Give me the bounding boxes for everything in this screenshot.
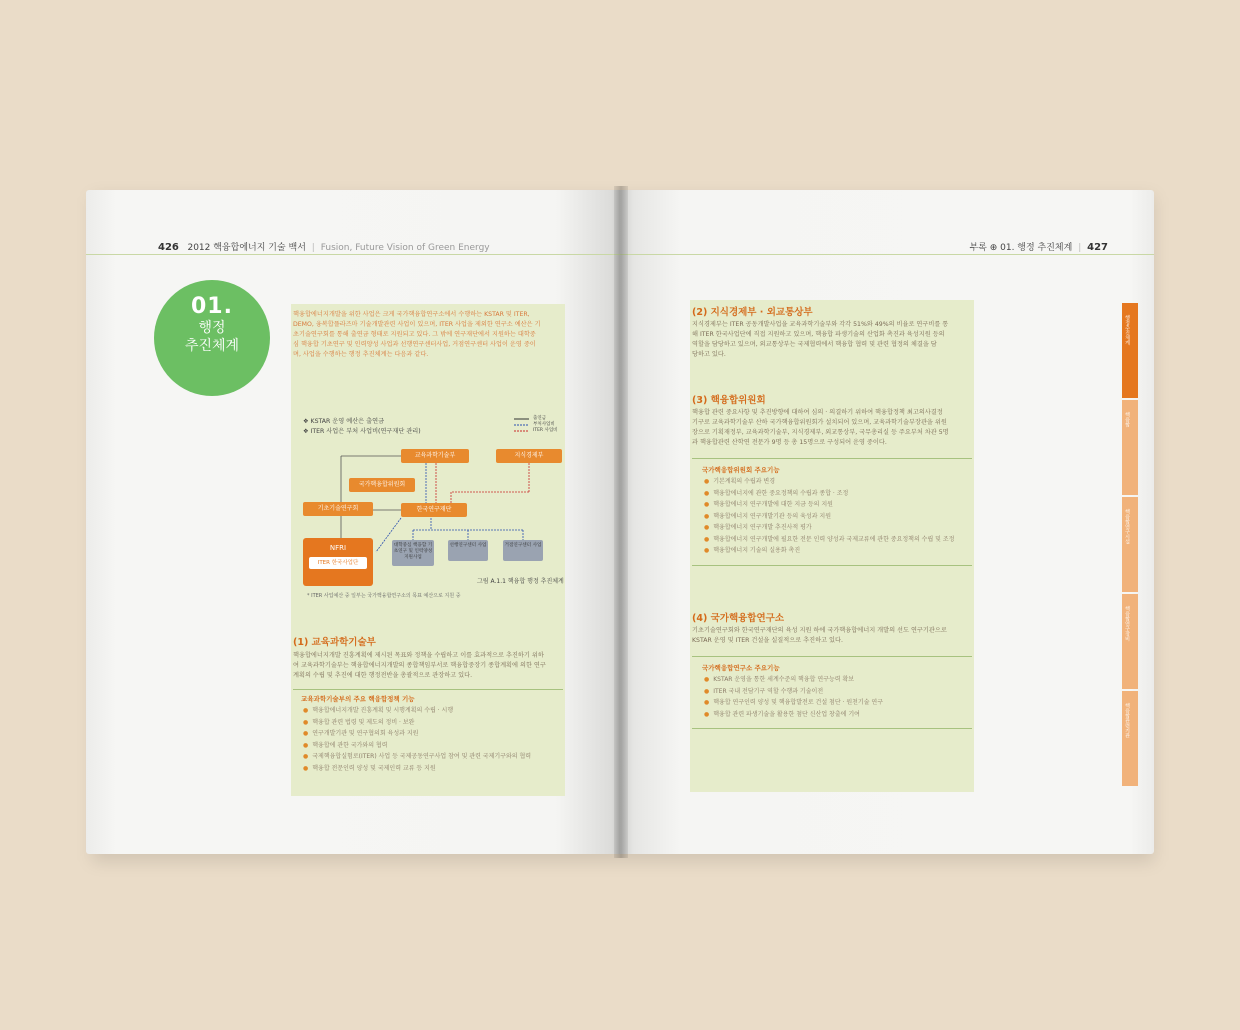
right-content-panel: [690, 300, 974, 792]
chapter-badge: [154, 280, 270, 396]
list-item: ● 핵융합에너지개발 진흥계획 및 시행계획의 수립 · 시행: [303, 707, 454, 714]
header-rule: [86, 254, 620, 255]
list-item: ● KSTAR 운영을 통한 세계수준의 핵융합 연구능력 확보: [704, 676, 855, 683]
box-mke: 지식경제부: [496, 449, 562, 463]
section4-title: (4) 국가핵융합연구소: [692, 613, 785, 624]
section3-function-list: [704, 476, 972, 557]
left-page: [86, 190, 620, 854]
box-mest: 교육과학기술부: [401, 449, 469, 463]
open-book: [86, 186, 1154, 858]
right-page: [620, 190, 1154, 854]
list-item: ● 핵융합에너지 연구개발에 대한 지금 등의 지원: [704, 501, 833, 508]
section1-function-list: [303, 705, 563, 774]
list-item: ● 핵융합에너지에 관한 중요정책의 수립과 종합 · 조정: [704, 489, 849, 497]
list-item: ● 국제핵융합실험로(ITER) 사업 등 국제공동연구사업 참여 및 관련 국제기구와의 협력: [303, 753, 532, 760]
running-head-text: 부록 ⊕ 01. 행정 추진체계: [969, 243, 1073, 253]
section4-box-title: 국가핵융합연구소 주요기능: [702, 664, 780, 672]
box-iter-korea: ITER 한국사업단: [309, 557, 367, 569]
section-nfri: (4) 국가핵융합연구소 기초기술연구회와 한국연구재단의 육성 지원 하에 국가핵융합에너지 개발의 선도 연구기관으로 KSTAR 운영 및 ITER 건설을 실질적으로 추진하고 있다. 국가핵융합연구소 주요기능 ● KSTAR 운영을 통한 세계수준의 핵융합 연구능력 확보 ● ITER 국내 전담기구 역할 수행과 기술이전 ● 핵융합 연구인력 양성 및 핵융합발전로 건설 첨단 · 원천기술 연구 ● 핵융합 관련 파생기술을 활용한 첨단 신산업 창출에 기여: [692, 610, 972, 729]
box-krcf: 기초기술연구회: [303, 502, 373, 516]
section4-function-list: [704, 674, 972, 720]
list-item: ● 핵융합 관련 파생기술을 활용한 첨단 신산업 창출에 기여: [704, 710, 860, 718]
side-tab-1[interactable]: 행정추진체계: [1122, 303, 1138, 398]
section3-title: (3) 핵융합위원회: [692, 395, 766, 406]
list-item: ● 핵융합에너지 연구개발 추진사적 평가: [704, 524, 812, 531]
list-item: ● 핵융합 연구인력 양성 및 핵융합발전로 건설 첨단 · 원천기술 연구: [704, 699, 884, 706]
list-item: ● 기본계획의 수립과 변경: [704, 478, 776, 485]
chapter-title-line2: 추진체계: [184, 338, 240, 354]
box-nfc: 국가핵융합위원회: [349, 478, 415, 492]
list-item: ● 핵융합에너지 기술의 실용화 촉진: [704, 547, 801, 554]
side-tab-5[interactable]: 핵융합관련기관: [1122, 691, 1138, 786]
box-advanced-center: 선행연구센터 사업: [448, 540, 488, 561]
box-nfri: NFRI ITER 한국사업단: [303, 538, 373, 586]
right-running-head: 부록 ⊕ 01. 행정 추진체계 | 427: [969, 242, 1108, 253]
org-diagram: [291, 412, 565, 607]
list-item: ● 연구개발기관 및 연구협의회 육성과 지원: [303, 730, 419, 737]
side-tab-2[interactable]: 핵융합: [1122, 400, 1138, 495]
legend-grant: 출연금: [533, 416, 547, 421]
section-mke: (2) 지식경제부 · 외교통상부 지식경제부는 ITER 공동개발사업을 교육과학기술부와 각각 51%와 49%의 비율로 연구비를 통 해 ITER 한국사업단에 직접 지원하고 있으며, 핵융합 파생기술의 산업화 촉진과 육성지원 등의 역할을 담당하고 있으며, 외교통상부는 국제협력에서 핵융합 협력 및 관련 협정의 체결을 담 당하고 있다.: [692, 304, 972, 360]
section-committee: (3) 핵융합위원회 핵융합 관련 중요사항 및 추진방향에 대하여 심의 · 의결하기 위하여 핵융합정책 최고의사결정 기구로 교육과학기술부 산하 국가핵융합위원회가 설치되어 있으며, 교육과학기술부장관을 위원 장으로 기획재정부, 교육과학기술부, 지식경제부, 외교통상부, 국무총리실 등 주요부처 차관 5명 과 핵융합관련 산학연 전문가 9명 등 총 15명으로 구성되어 운영 중이다. 국가핵융합위원회 주요기능 ● 기본계획의 수립과 변경 ● 핵융합에너지에 관한 중요정책의 수립과 종합 · 조정 ● 핵융합에너지 연구개발에 대한 지금 등의 지원 ● 핵융합에너지 연구개발기관 등의 육성과 지원 ● 핵융합에너지 연구개발 추진사적 평가 ● 핵융합에너지 연구개발에 필요한 전문 인력 양성과 국제교류에 관한 중요정책의 수립 및 조정 ● 핵융합에너지 기술의 실용화 촉진: [692, 392, 972, 566]
figure-footnote: * ITER 사업예산 중 일부는 국가핵융합연구소의 목표 예산으로 지원 중: [307, 593, 461, 599]
list-item: ● ITER 국내 전담기구 역할 수행과 기술이전: [704, 687, 824, 695]
figure-caption: 그림 A.1.1 핵융합 행정 추진체계: [477, 578, 564, 585]
side-index-tabs: [1122, 303, 1138, 788]
list-item: ● 핵융합에너지 연구개발기관 등의 육성과 지원: [704, 512, 832, 520]
left-content-panel: [291, 304, 565, 796]
header-rule: [620, 254, 1154, 255]
left-page-number: 426: [158, 242, 179, 253]
book-spine: [614, 186, 628, 858]
diagram-note-2: ❖ ITER 사업은 부처 사업비(연구재단 관리): [303, 428, 421, 435]
section1-box-title: 교육과학기술부의 주요 핵융합정책 기능: [301, 695, 415, 703]
side-tab-3[interactable]: 핵융합연구시설: [1122, 497, 1138, 592]
list-item: ● 핵융합에 관한 국가와의 협력: [303, 741, 388, 749]
tagline: Fusion, Future Vision of Green Energy: [320, 243, 490, 253]
side-tab-4[interactable]: 핵융합연구장비: [1122, 594, 1138, 689]
list-item: ● 핵융합 관련 법령 및 제도의 정비 · 보완: [303, 718, 415, 726]
chapter-number: 01.: [191, 294, 233, 319]
box-base-center: 거점연구센터 사업: [503, 540, 543, 561]
box-nrf: 한국연구재단: [401, 503, 467, 517]
section3-box-title: 국가핵융합위원회 주요기능: [702, 466, 780, 474]
box-univ-program: 대학중심 핵융합 기초연구 및 인력양성 지원사업: [392, 540, 434, 566]
legend-iter-budget: ITER 사업비: [533, 428, 558, 433]
list-item: ● 핵융합 전문인력 양성 및 국제인력 교류 등 지원: [303, 764, 436, 772]
diagram-note-1: ❖ KSTAR 운영 예산은 출연금: [303, 418, 385, 425]
section-mest: (1) 교육과학기술부 핵융합에너지개발 진흥계획에 제시된 목표와 정책을 수립하고 이를 효과적으로 추진하기 위하 여 교육과학기술부는 핵융합에너지개발의 종합책임부서로 핵융합중장기 종합계획에 의한 연구 계획의 수립 및 추진에 대한 행정전반을 총괄적으로 관장하고 있다. 교육과학기술부의 주요 핵융합정책 기능 ● 핵융합에너지개발 진흥계획 및 시행계획의 수립 · 시행 ● 핵융합 관련 법령 및 제도의 정비 · 보완 ● 연구개발기관 및 연구협의회 육성과 지원 ● 핵융합에 관한 국가와의 협력 ● 국제핵융합실험로(ITER) 사업 등 국제공동연구사업 참여 및 관련 국제기구와의 협력 ● 핵융합 전문인력 양성 및 국제인력 교류 등 지원: [293, 634, 563, 774]
list-item: ● 핵융합에너지 연구개발에 필요한 전문 인력 양성과 국제교류에 관한 중요정책의 수립 및 조정: [704, 535, 955, 543]
section2-title: (2) 지식경제부 · 외교통상부: [692, 307, 813, 318]
chapter-title-line1: 행정: [198, 320, 226, 336]
intro-text: 핵융합에너지개발을 위한 사업은 크게 국가핵융합연구소에서 수행하는 KSTAR 및 ITER, DEMO, 융복합플라즈마 기술개발관련 사업이 있으며, ITER 사업을 제외한 연구소 예산은 기 초기술연구회를 통해 출연금 형태로 지원되고 있다. 그 밖에 연구재단에서 지원하는 대학중 심 핵융합 기초연구 및 인력양성 사업과 선행연구센터사업, 거점연구센터 사업이 운영 중이 며, 사업을 수행하는 행정 추진체계는 다음과 같다.: [293, 311, 541, 358]
book-title: 2012 핵융합에너지 기술 백서: [187, 243, 306, 253]
legend-ministry-budget: 부처사업비: [533, 422, 555, 427]
left-running-head: 426 2012 핵융합에너지 기술 백서 | Fusion, Future Vision of Green Energy: [158, 242, 490, 253]
section1-title: (1) 교육과학기술부: [293, 637, 376, 648]
right-page-number: 427: [1087, 242, 1108, 253]
